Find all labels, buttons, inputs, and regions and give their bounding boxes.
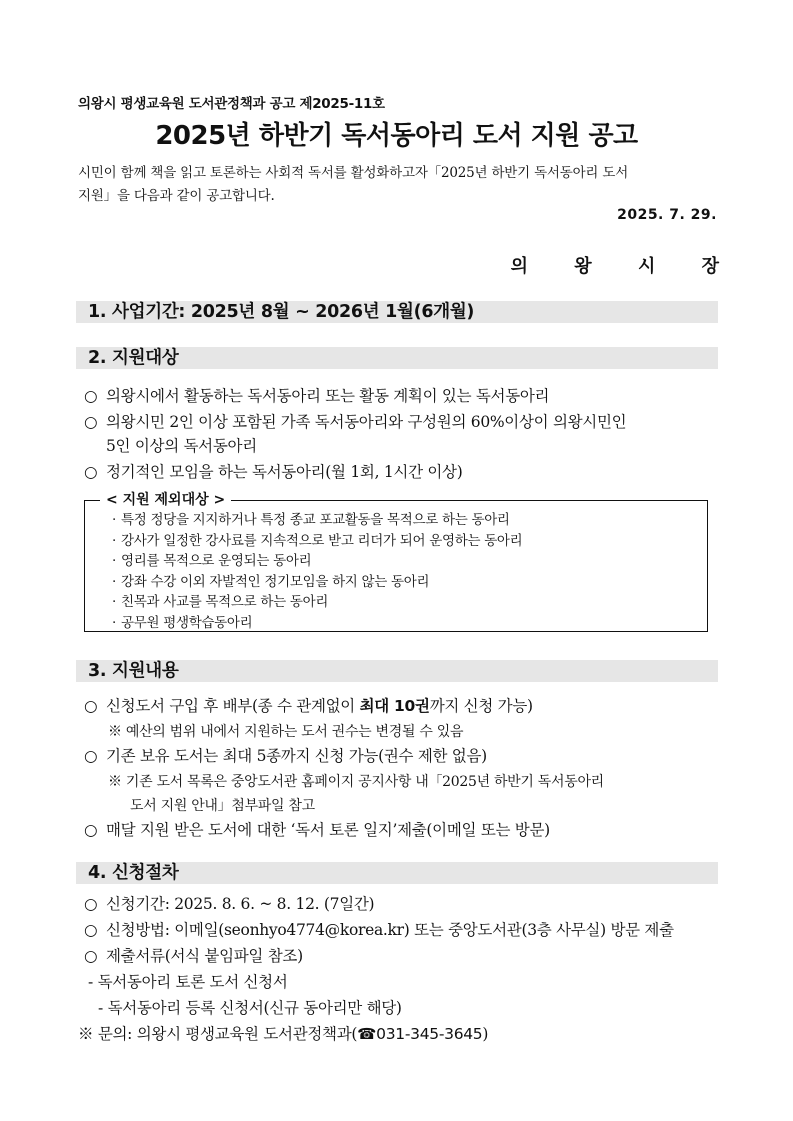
circle-bullet-icon: ○ [84, 747, 98, 765]
exclusion-heading: < 지원 제외대상 > [100, 489, 231, 511]
phone-number: 031-345-3645 [376, 1025, 483, 1043]
intro-line-2: 지원」을 다음과 같이 공고합니다. [78, 188, 275, 204]
section-3-heading: 3. 지원내용 [76, 660, 718, 682]
issuer: 의 왕 시 장 [510, 256, 739, 277]
dot-bullet-icon: · [112, 614, 116, 631]
support-note-continuation: 도서 지원 안내」첨부파일 참고 [130, 798, 315, 814]
section-1-heading: 1. 사업기간: 2025년 8월 ~ 2026년 1월(6개월) [76, 301, 718, 323]
section-4-heading: 4. 신청절차 [76, 862, 718, 884]
circle-bullet-icon: ○ [84, 821, 98, 839]
eligibility-item: ○ 의왕시에서 활동하는 독서동아리 또는 활동 계획이 있는 독서동아리 [84, 384, 549, 408]
support-item: ○ 기존 보유 도서는 최대 5종까지 신청 가능(권수 제한 없음) [84, 744, 487, 768]
exclusion-list [112, 510, 522, 633]
inquiry-line: ※ 문의: 의왕시 평생교육원 도서관정책과(☎031-345-3645) [78, 1025, 489, 1043]
max-books-emphasis: 최대 10권 [359, 697, 430, 715]
support-item: ○ 매달 지원 받은 도서에 대한 ‘독서 토론 일지’제출(이메일 또는 방문) [84, 818, 550, 842]
circle-bullet-icon: ○ [84, 947, 98, 965]
support-note: ※ 기존 도서 목록은 중앙도서관 홈페이지 공지사항 내「2025년 하반기 독서동아리 [108, 774, 604, 790]
page-title: 2025년 하반기 독서동아리 도서 지원 공고 [155, 121, 638, 151]
exclusion-item: · 강좌 수강 이외 자발적인 정기모임을 하지 않는 동아리 [112, 572, 522, 593]
dot-bullet-icon: · [112, 512, 116, 528]
phone-icon: ☎ [357, 1025, 377, 1043]
eligibility-item: ○ 의왕시민 2인 이상 포함된 가족 독서동아리와 구성원의 60%이상이 의왕시민인 [84, 410, 626, 434]
procedure-item: ○ 제출서류(서식 붙임파일 참조) [84, 944, 303, 968]
dot-bullet-icon: · [112, 532, 116, 549]
section-2-heading: 2. 지원대상 [76, 347, 718, 369]
circle-bullet-icon: ○ [84, 413, 98, 431]
notice-number: 의왕시 평생교육원 도서관정책과 공고 제2025-11호 [78, 96, 385, 112]
circle-bullet-icon: ○ [84, 697, 98, 715]
procedure-item: ○ 신청방법: 이메일(seonhyo4774@korea.kr) 또는 중앙도서관(3층 사무실) 방문 제출 [84, 918, 674, 942]
dot-bullet-icon: · [112, 594, 116, 610]
exclusion-item: · 강사가 일정한 강사료를 지속적으로 받고 리더가 되어 운영하는 동아리 [112, 531, 522, 552]
eligibility-item: ○ 정기적인 모임을 하는 독서동아리(월 1회, 1시간 이상) [84, 460, 462, 484]
circle-bullet-icon: ○ [84, 895, 98, 913]
required-document: - 독서동아리 토론 도서 신청서 [88, 973, 288, 991]
procedure-item: ○ 신청기간: 2025. 8. 6. ~ 8. 12. (7일간) [84, 892, 374, 916]
intro-line-1: 시민이 함께 책을 읽고 토론하는 사회적 독서를 활성화하고자「2025년 하반기 독서동아리 도서 [78, 165, 629, 181]
dot-bullet-icon: · [112, 553, 116, 569]
exclusion-item: · 특정 정당을 지지하거나 특정 종교 포교활동을 목적으로 하는 동아리 [112, 510, 522, 531]
exclusion-item: · 공무원 평생학습동아리 [112, 613, 522, 634]
exclusion-item: · 친목과 사교를 목적으로 하는 동아리 [112, 592, 522, 613]
support-item: ○ 신청도서 구입 후 배부(종 수 관계없이 최대 10권까지 신청 가능) [84, 694, 533, 718]
notice-date: 2025. 7. 29. [617, 207, 717, 223]
circle-bullet-icon: ○ [84, 921, 98, 939]
support-note: ※ 예산의 범위 내에서 지원하는 도서 권수는 변경될 수 있음 [108, 724, 464, 740]
circle-bullet-icon: ○ [84, 387, 98, 405]
circle-bullet-icon: ○ [84, 463, 98, 481]
eligibility-item-continuation: 5인 이상의 독서동아리 [106, 437, 257, 455]
intro-paragraph [78, 162, 718, 208]
required-document: - 독서동아리 등록 신청서(신규 동아리만 해당) [98, 999, 402, 1017]
dot-bullet-icon: · [112, 573, 116, 590]
exclusion-item: · 영리를 목적으로 운영되는 동아리 [112, 551, 522, 572]
